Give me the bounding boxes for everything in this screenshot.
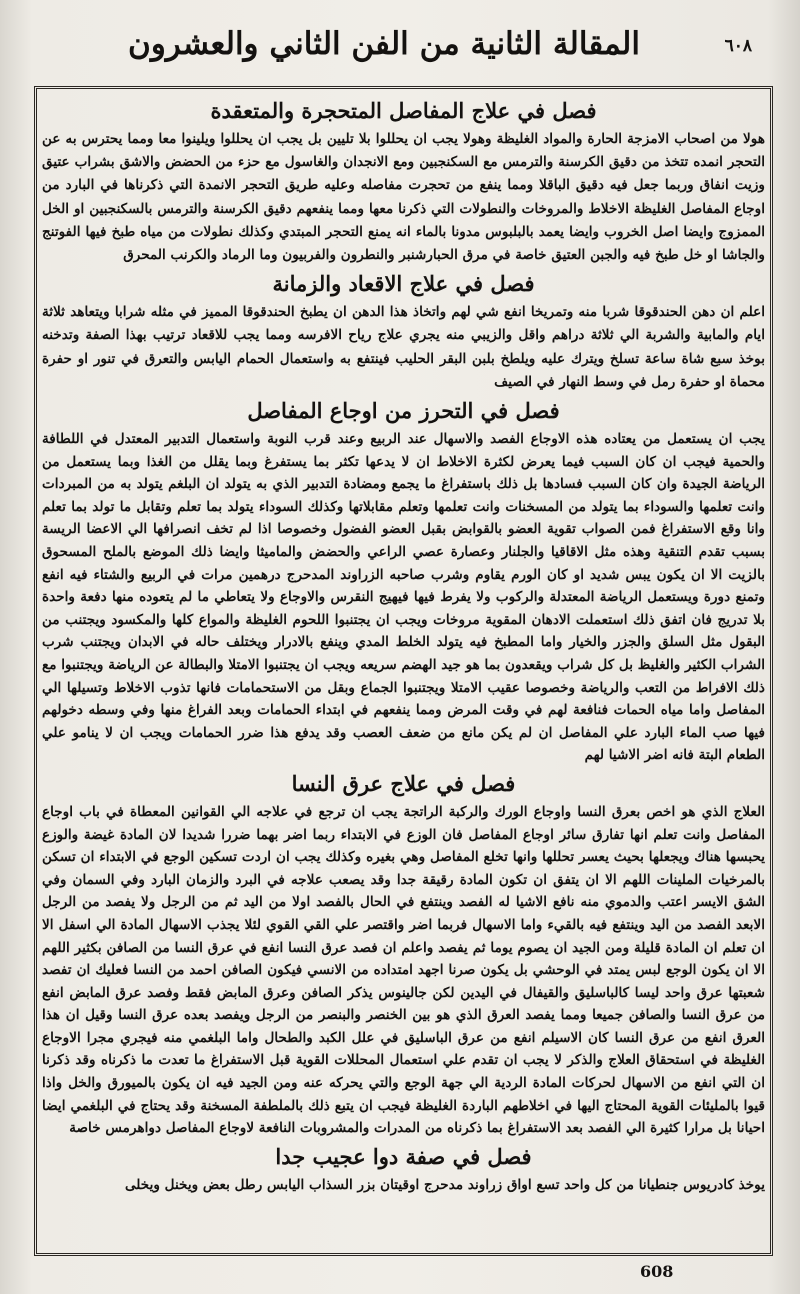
- running-title: المقالة الثانية من الفن الثاني والعشرون: [128, 26, 640, 62]
- page-header: [40, 14, 760, 80]
- section-heading: فصل في علاج المفاصل المتحجرة والمتعقدة: [210, 98, 597, 123]
- section-body: اعلم ان دهن الحندقوقا شربا منه وتمريخا انفع شي لهم واتخاذ هذا الدهن ان يطبخ الحندقوقا المميز في مثله شرابا ويتعاهد ثلاثة ايام والمابية والشربة الي ثلاثة دراهم واقل والزيبي منه يجري علاج رياح الافرسه ومما يجب للاقعاد ترتيب بهذا الصفة وتدخنه بوخذ سبع شاة ساعة تسلخ ويترك عليه ويلطخ بلبن البقر الحليب فينتفع به واستعمال الحمام اليابس والتعرق في تنور او حفرة محماة او حفرة رمل في وسط النهار في الصيف: [42, 304, 765, 390]
- section-heading: فصل في التحرز من اوجاع المفاصل: [247, 398, 560, 424]
- section-body: هولا من اصحاب الامزجة الحارة والمواد الغليظة وهولا يجب ان يحللوا بلا تليين بل يجب ان يحللوا ويلينوا معا ومما يحترس به عن التحجر انمده تتخذ من دقيق الكرسنة والترمس مع السكنجبين ومع الانجدان والغاسول مع حزء من الحضض والاشق بشراب عتيق وزيت انفاق وربما جعل فيه دقيق الباقلا ومما ينفع من تحجرت مفاصله وعليه طريق التحجر الانمدة التي ذكرناها في البارد من اوجاع المفاصل الغليظة الاخلاط والمروخات والنطولات التي ذكرنا معها ومما ينفعهم دقيق الكرسنة والترمس بالسكنجبين او الخل الممزوج وايضا اصل الخروب وايضا يعمد بالبلبوس مدونا بالماء انه يمنع التحجر المبتدي وكذلك نطولات من مياه طبخ فيها الفوتنج والجاشا او خل طبخ فيه والجبن العتيق خاصة في مرق الحبارشنبر والنطرون والفربيون وما الرماد والكرنب المحرق: [42, 131, 765, 264]
- page-content: [42, 94, 765, 1244]
- page-number-bottom: 608: [640, 1262, 674, 1281]
- section-heading: فصل في صفة دوا عجيب جدا: [275, 1143, 532, 1169]
- section-sciatica: [42, 769, 765, 1140]
- section-joint-pain-prevention: [42, 396, 765, 767]
- section-wonderful-remedy: [42, 1142, 765, 1197]
- section-body: يوخذ كادريوس جنطيانا من كل واحد تسع اواق زراوند مدحرج اوقيتان بزر السذاب اليابس رطل بعض ويخنل ويخلى: [124, 1176, 765, 1193]
- section-body: يجب ان يستعمل من يعتاده هذه الاوجاع الفصد والاسهال عند الربيع وعند قرب النوبة واستعمال التدبير المعتدل في اللطافة والحمية فيجب ان كان السبب فيما يعرض لكثرة الاخلاط ان لا يدعها تكثر بما يستفرغ وبما يقلل من الغذا وبما يستعمل من الرياضة الجيدة وان كان السبب فسادها بل ذلك باستفراغ ما يجمع ومضادة التدبير الذي به يتولد ان البلغم يتولد به من المبردات وانت تعلمها والسوداء بما يتولد من المسخنات وانت تعلمها وتعلم مقابلاتها وكذلك السوداء يتولد بما تعلم وتقابل ما تولد بما تعلم وانا وقع الاستفراغ فمن الصواب تقوية العضو بالقوابض بقبل العضو الفضول وخصوصا اذا لم تخف انصرافها الي الاعضا الريسة بسبب تقدم التنقية وهذه مثل الاقاقيا والجلنار وعصارة عصي الراعي والحضض والماميثا وايضا ذلك الموضع بالملح المسحوق بالزيت الا ان يكون يبس شديد او كان الورم يقاوم وشرب صاحبه الزراوند المدحرج درهمين مرات في الربيع والشتاء فيه انفع وتمنع دورة ويستعمل الرياضة المعتدلة والركوب ولا يفرط فيها فيهيج النقرس والاوجاع ولا يتعاطي ما لم يتعوده منها دفعة واحدة بلا تدريج فان اتفق ذلك استعملت الادهان المقوية مروخات ويجب ان يجتنبوا اللحوم الغليظة والمواع كلها والمكسود ويجتنب من البقول مثل السلق والجزر والخيار واما المطبخ فيه يتولد الخلط المدي وينفع بالادرار ويختلف حاله في الابدان ويجتنب شرب الشراب الكثير والغليظ بل كل شراب ويقعدون بما هو جيد الهضم سريعه ويجب ان يجتنبوا الامتلا والبطالة عن الرياضة ويجتنبوا مع ذلك الافراط من التعب والرياضة وخصوصا عقيب الامتلا ويجتنبوا الجماع وبقل من الاستحمامات فانها تذوب الاخلاط وتسيلها الي المفاصل واما مياه الحمات فنافعة لهم في وقت المرض ومما ينفعهم في ابتداء الحمامات وبعد الفراغ منها وفي وسطه دخولهم فيها صب الماء البارد علي المفاصل ان لم يكن مانع من ضعف العصب وقد يدفع هذا ضرر الحمامات ويجب ان لا ينامو علي الطعام البتة فانه اضر الاشيا لهم: [42, 431, 765, 764]
- page-number-top: ٦٠٨: [724, 36, 752, 56]
- section-heading: فصل في علاج الاقعاد والزمانة: [272, 271, 535, 297]
- section-petrified-joints: [42, 96, 765, 267]
- section-paralysis: [42, 269, 765, 394]
- section-heading: فصل في علاج عرق النسا: [291, 770, 516, 796]
- section-body: العلاج الذي هو اخص بعرق النسا واوجاع الورك والركبة الراتجة يجب ان ترجع في علاجه الي القوانين المعطاة في باب اوجاع المفاصل وانت تعلم انها تفارق سائر اوجاع المفاصل فان الوزع في الابتداء ربما اضر بهما ضررا شديدا لان المادة غيضة والوزع يحبسها هناك ويجعلها بحيث يعسر تحللها وانها تخلع المفاصل وهي بغيره وكذلك يجب ان اردت تسكين الوجع في الابتداء ان تسكن بالمرخيات الملينات اللهم الا ان يتفق ان تكون المادة رقيقة جدا وقد يصعب علاجه في البرد والزمان البارد وفي السمان وفي الشق الايسر اعتب والدموي منه نافع الاشيا له الفصد وينتفع في الحال بالفصد اولا من اليد ثم من الرجل ولا يفصد من الرجل الابعد الفصد من اليد وينتفع فيه بالقيء واما الاسهال فربما اضر واقتصر علي القي القوي لئلا يجذب الاسهال المادة الي اسفل الا ان تعلم ان المادة قليلة ومن الجيد ان يصوم يوما ثم يفصد واعلم ان فصد عرق النسا انفع في عرق النسا من الصافن بكثير اللهم الا ان يكون الوجع لبس يمتد في الوحشي بل يكون صرنا اجهد امتداده من الانسي فيكون الصافن احمد من النسا فعليك ان تفصد شعبتها عرق واحد ليسا كالباسليق والقيفال في اليدين لكن جالينوس يذكر الصافن وعرق المابض فقط وفصد عرق المابض انفع من عرق النسا والصافن جميعا ومما يفصد العرق الذي هو بين الخنصر والبنصر من الرجل ويفصد بعده عرق النسا وقيل ان هذا العرق انفع من عرق النسا كان الاسيلم انفع من عرق الباسليق في علل الكبد والطحال واما البلغمي منه فيجري مجرا الاوجاع الغليظة في استحقاق العلاج والذكر لا يجب ان تقدم علي استعمال المحللات القوية قبل الاستفراغ ما تعدت ما ذكرناه وقد ذكرنا ان التي انفع من الاسهال لحركات المادة الردية الي جهة الوجع والتي يحركه عنه ومن الجيد فيه ان يكون بالميورق والخل واذا قيوا بالمليئات القوية المحتاج اليها في اخلاطهم الباردة الغليظة فيجب ان يتبع ذلك بالملطفة المسخنة وقد يحتاج في البلغمي ايضا احيانا بل مرارا كثيرة الي الفصد بعد الاستفراغ بما ذكرناه من المدرات والمشروبات النافعة لاوجاع المفاصل دواهرمس خاصة: [42, 803, 765, 1137]
